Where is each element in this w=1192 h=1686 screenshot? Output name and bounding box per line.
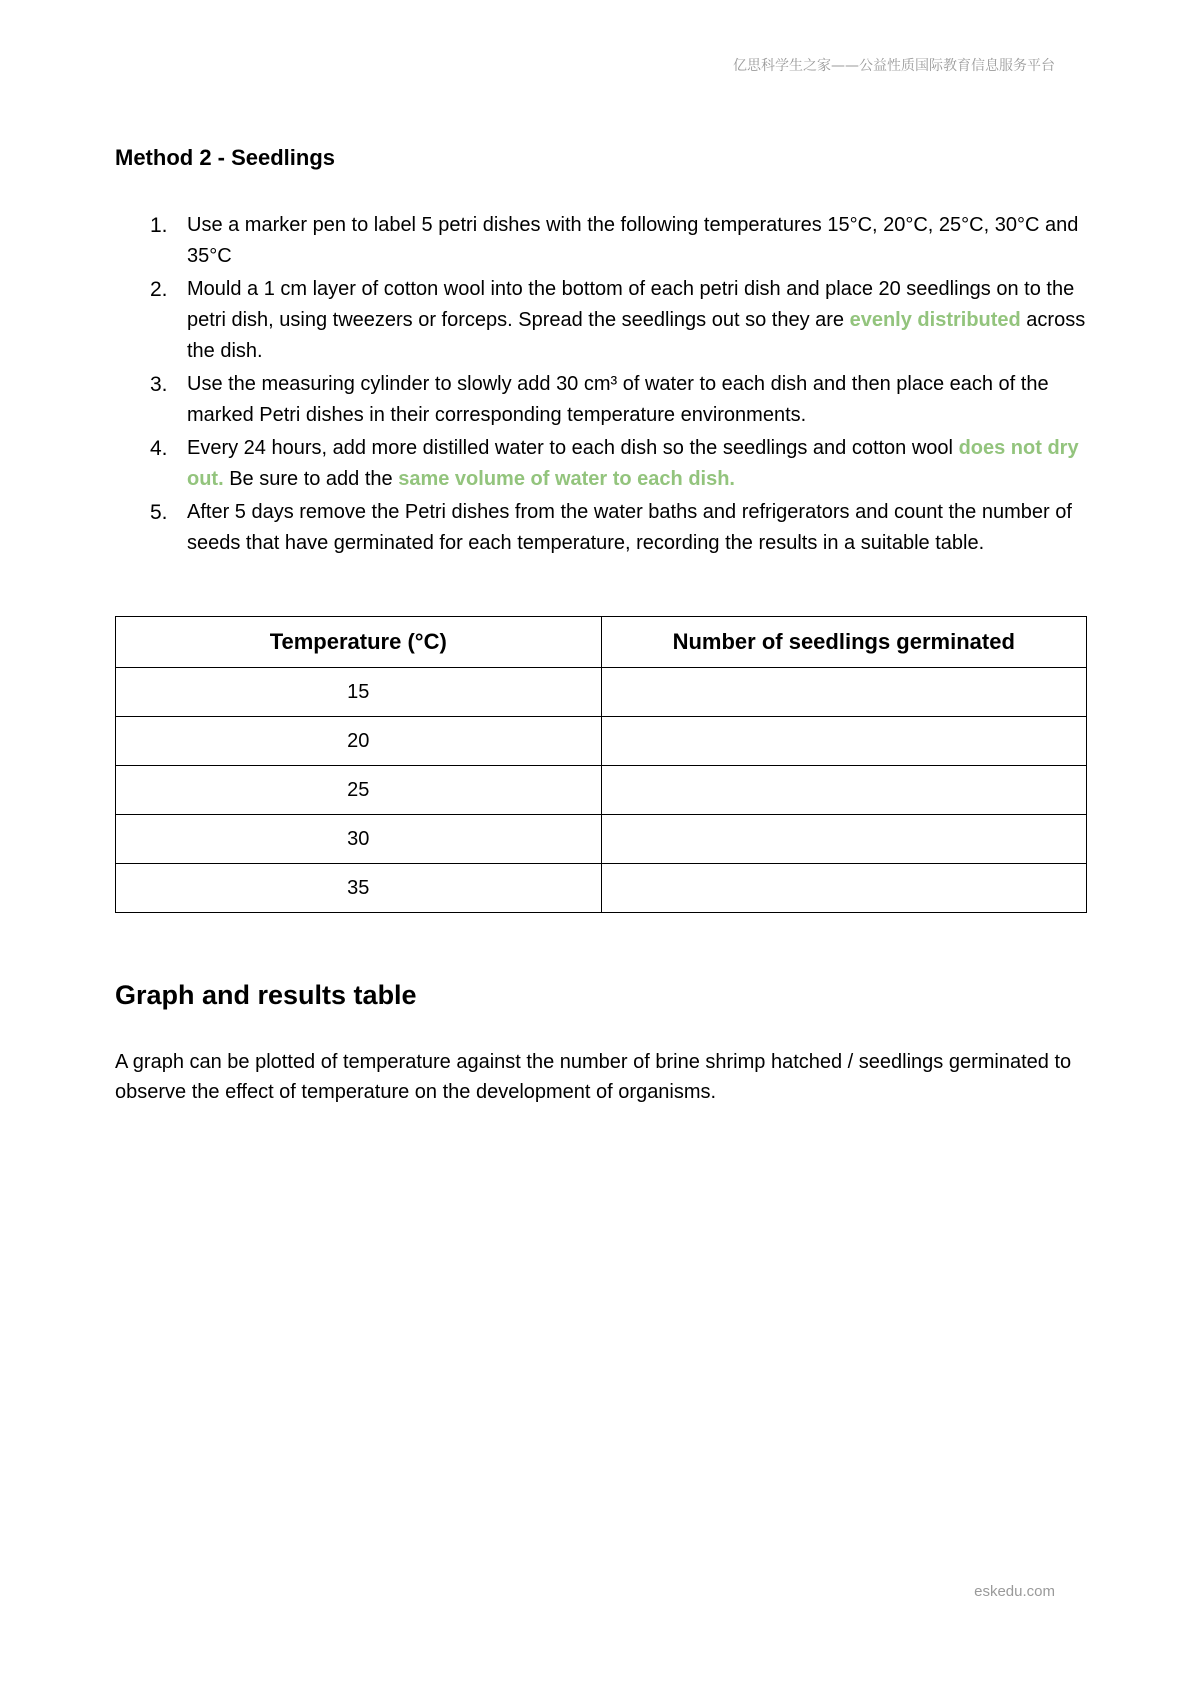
table-cell-temperature: 35: [116, 864, 602, 913]
table-row: [116, 717, 1087, 766]
column-header-seedlings: Number of seedlings germinated: [601, 617, 1087, 668]
table-cell-seedlings: [601, 668, 1087, 717]
list-item: [115, 210, 1087, 272]
step-number: 3.: [150, 373, 168, 396]
step-text: Use a marker pen to label 5 petri dishes with the following temperatures 15°C, 20°C, 25°C, 30°C and 35°C: [187, 214, 1079, 267]
page-footer-note: eskedu.com: [974, 1583, 1055, 1600]
method-steps-list: [115, 210, 1087, 561]
list-item: [115, 274, 1087, 367]
graph-section-heading: Graph and results table: [115, 980, 417, 1010]
list-item: [115, 433, 1087, 495]
graph-section-paragraph: A graph can be plotted of temperature against the number of brine shrimp hatched / seedlings germinated to observe the effect of temperature on the development of organisms.: [115, 1051, 1072, 1103]
table-header-row: [116, 617, 1087, 668]
step-highlight: same volume of water to each dish.: [398, 468, 735, 490]
list-item: [115, 369, 1087, 431]
step-text: Every 24 hours, add more distilled water to each dish so the seedlings and cotton wool: [187, 437, 959, 459]
table-row: [116, 668, 1087, 717]
table-row: [116, 864, 1087, 913]
column-header-temperature: Temperature (°C): [116, 617, 602, 668]
table-row: [116, 815, 1087, 864]
table-cell-seedlings: [601, 864, 1087, 913]
step-number: 1.: [150, 214, 168, 237]
step-text: After 5 days remove the Petri dishes from the water baths and refrigerators and count the number of seeds that have germinated for each temperature, recording the results in a suitable table.: [187, 501, 1072, 554]
table-cell-seedlings: [601, 815, 1087, 864]
table-row: [116, 766, 1087, 815]
step-number: 2.: [150, 278, 168, 301]
step-text: Mould a 1 cm layer of cotton wool into the bottom of each petri dish and place 20 seedlings on to the petri dish, using tweezers or forceps. Spread the seedlings out so they are: [187, 278, 1075, 331]
step-text: across the dish.: [187, 309, 1086, 362]
results-table: [115, 616, 1087, 913]
table-cell-temperature: 15: [116, 668, 602, 717]
table-cell-temperature: 20: [116, 717, 602, 766]
table-cell-temperature: 25: [116, 766, 602, 815]
step-highlight: does not dry out.: [187, 437, 1079, 490]
step-text: Use the measuring cylinder to slowly add 30 cm³ of water to each dish and then place each of the marked Petri dishes in their corresponding temperature environments.: [187, 373, 1049, 426]
method-title: Method 2 - Seedlings: [115, 145, 336, 170]
table-cell-seedlings: [601, 766, 1087, 815]
page-header-note: 亿思科学生之家——公益性质国际教育信息服务平台: [733, 58, 1055, 74]
step-number: 4.: [150, 437, 168, 460]
step-number: 5.: [150, 501, 168, 524]
table-cell-seedlings: [601, 717, 1087, 766]
step-text: Be sure to add the: [223, 468, 399, 490]
list-item: [115, 497, 1087, 559]
table-cell-temperature: 30: [116, 815, 602, 864]
step-highlight: evenly distributed: [849, 309, 1021, 331]
